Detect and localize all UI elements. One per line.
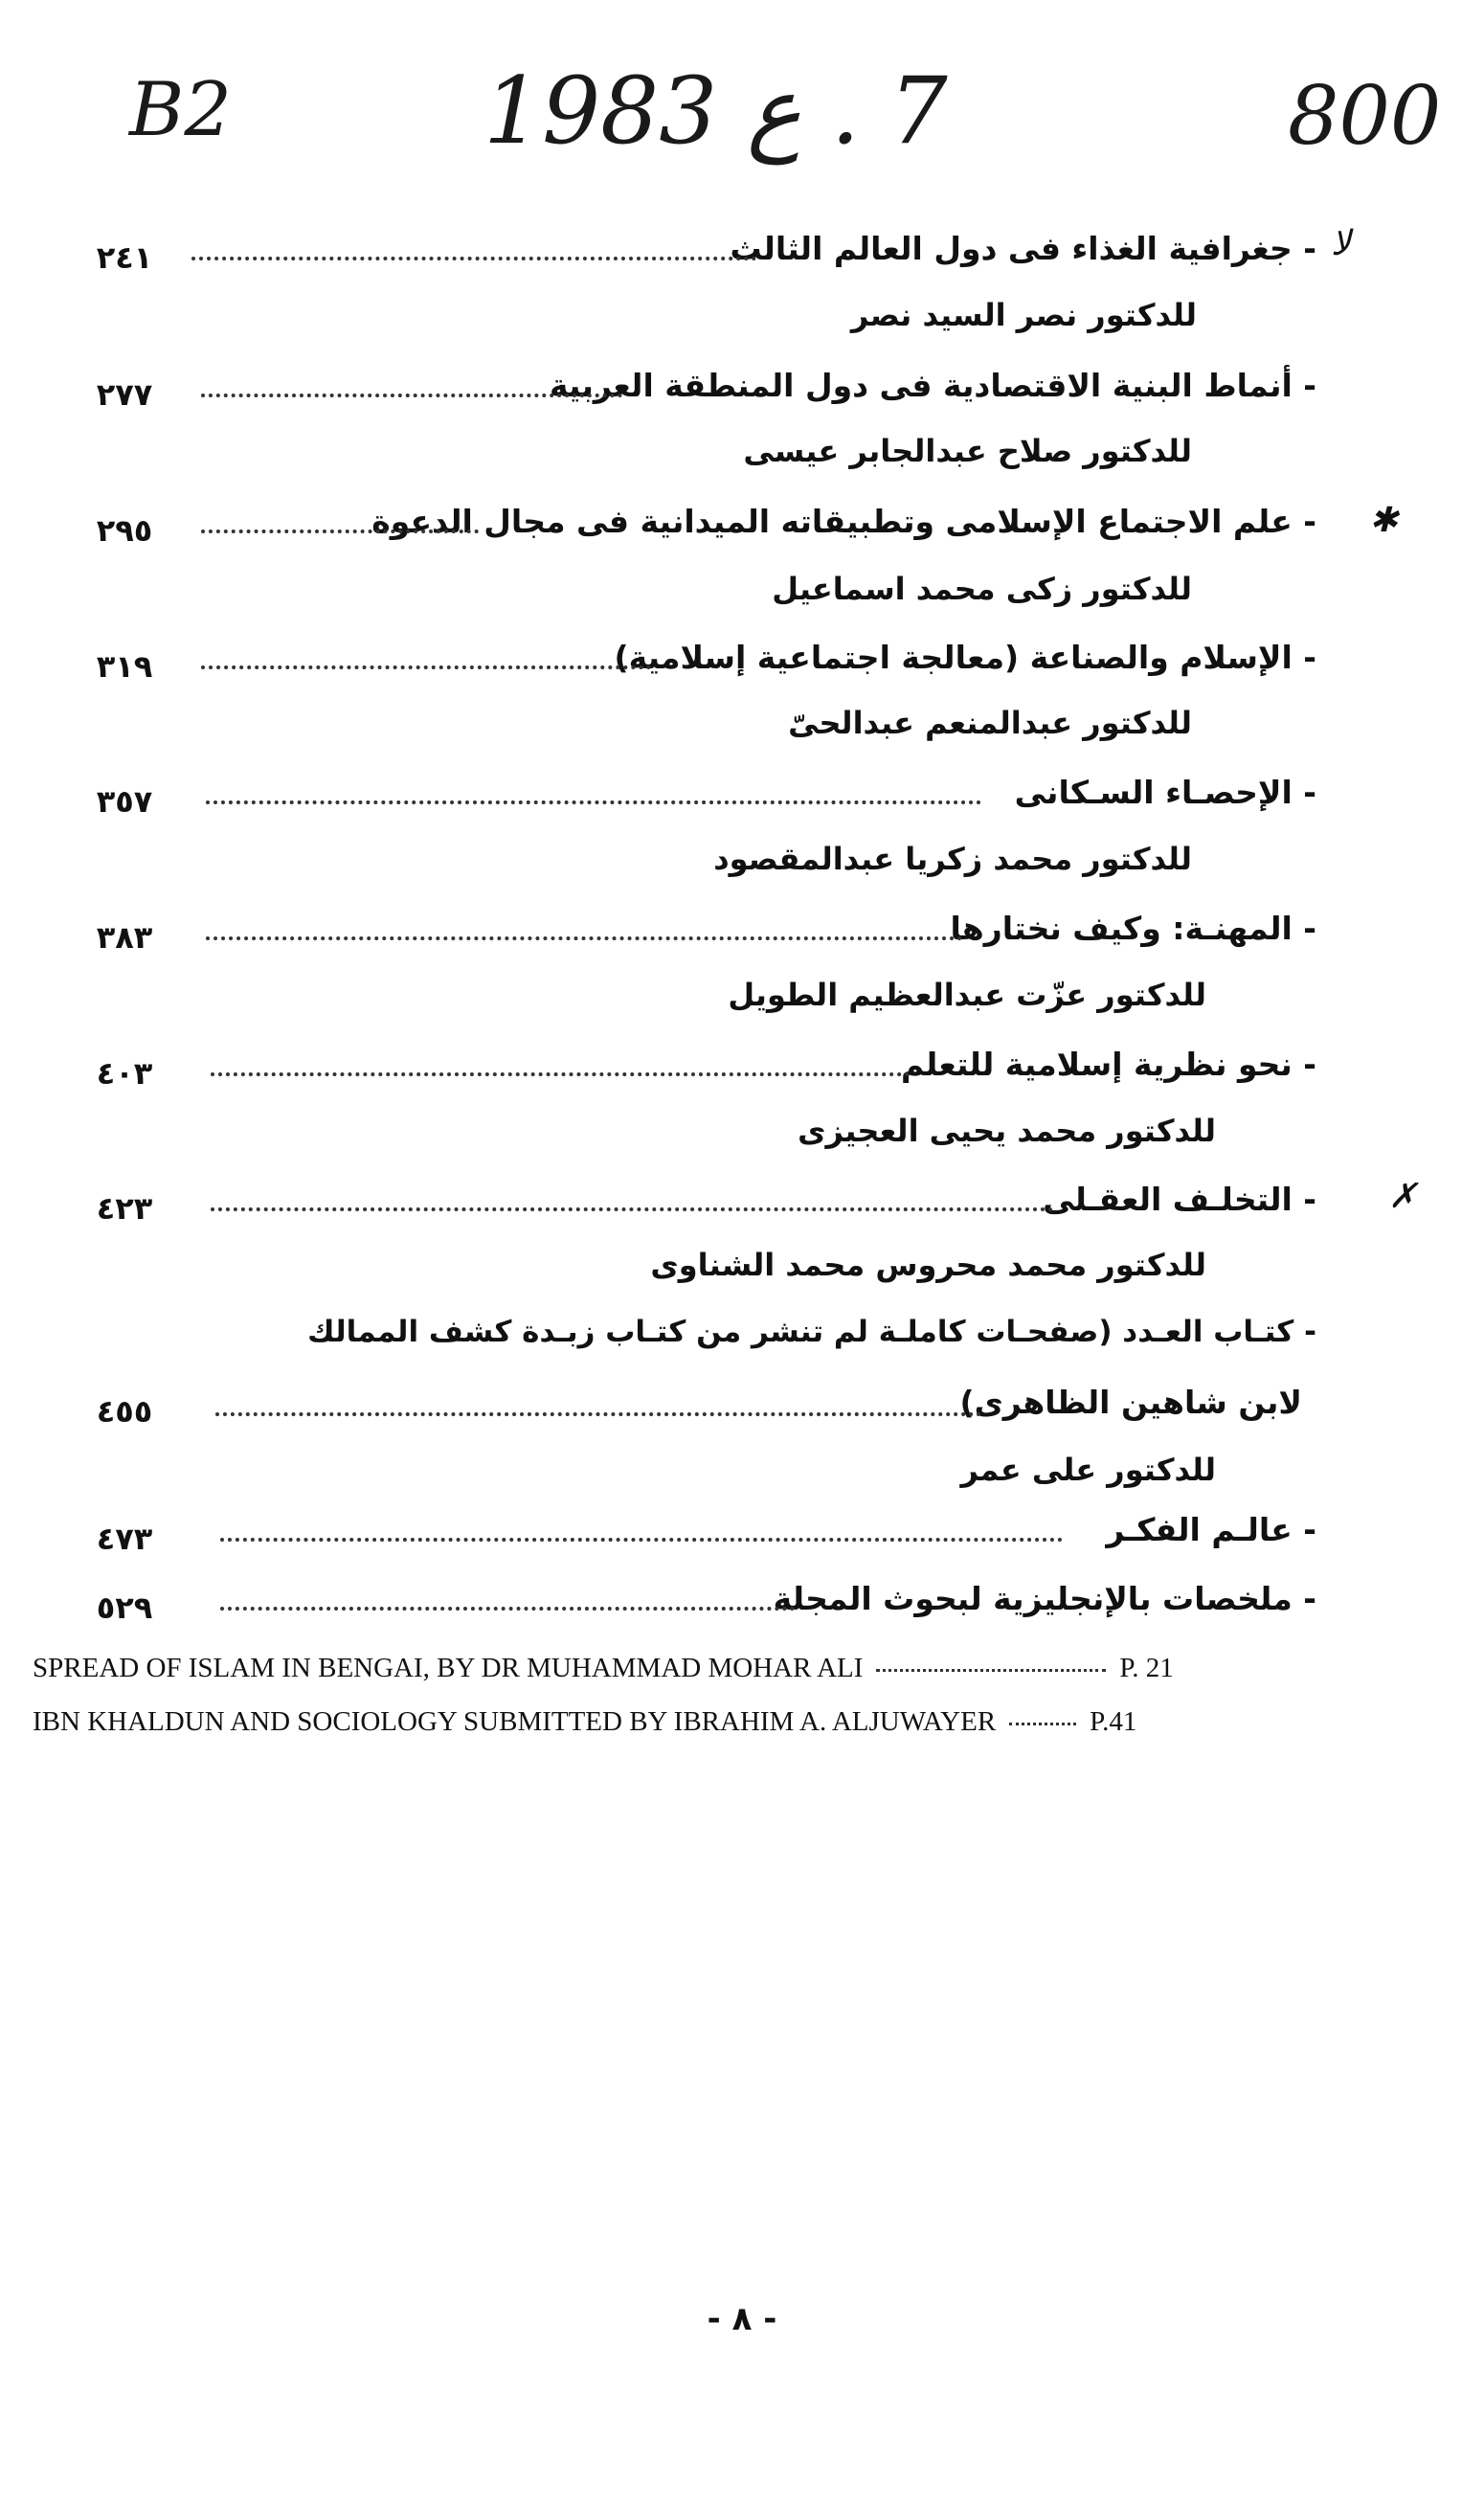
page-number: ٢٩٥ [96, 512, 153, 549]
handwritten-code: B2 [129, 67, 232, 153]
page-number: ٣٥٧ [96, 783, 153, 820]
english-entry [33, 1653, 1174, 1684]
page-number: ٤٧٣ [96, 1521, 153, 1557]
entry-title: - جغرافية الغذاء فى دول العالم الثالث [730, 230, 1316, 267]
entry-title: - كتـاب العـدد (صفحـات كاملـة لم تنشر من كتـاب زبـدة كشف الممالك [307, 1315, 1316, 1349]
check-mark-icon: ﻻ [1331, 224, 1351, 263]
entry-title: - نحو نظرية إسلامية للتعلم [900, 1046, 1316, 1083]
dot-leader [1009, 1723, 1076, 1725]
page-number: ٣٨٣ [96, 919, 153, 956]
dot-leader [201, 394, 622, 397]
entry-author: للدكتور زكى محمد اسماعيل [772, 571, 1192, 607]
toc-entry [0, 639, 1484, 725]
english-entry-title: IBN KHALDUN AND SOCIOLOGY SUBMITTED BY IBRAHIM A. ALJUWAYER [33, 1706, 997, 1737]
entry-title: - الإسلام والصناعة (معالجة اجتماعية إسلامية) [614, 639, 1316, 676]
entry-author: للدكتور صلاح عبدالجابر عيسى [743, 433, 1192, 469]
entry-title: - ملخصات بالإنجليزية لبحوث المجلة [773, 1580, 1316, 1617]
dot-leader [220, 1538, 1063, 1542]
english-entry-title: SPREAD OF ISLAM IN BENGAI, BY DR MUHAMMAD MOHAR ALI [33, 1653, 864, 1683]
dot-leader [191, 257, 756, 260]
entry-title: - عالـم الفكـر [1106, 1511, 1316, 1548]
dot-leader [215, 1412, 981, 1416]
entry-author: للدكتور محمد محروس محمد الشناوى [650, 1247, 1206, 1283]
page-number: ٢٤١ [96, 239, 153, 276]
dot-leader [876, 1669, 1106, 1672]
page-number: ٢٧٧ [96, 376, 153, 413]
page-folio: - ٨ - [707, 2300, 777, 2338]
page-number: ٤٢٣ [96, 1190, 153, 1227]
dot-leader [201, 530, 479, 533]
entry-author: للدكتور محمد يحيى العجيزى [798, 1113, 1216, 1149]
handwritten-date: 7 . ع 1983 [483, 57, 948, 165]
entry-author: للدكتور نصر السيد نصر [850, 297, 1197, 333]
page-number: ٤٠٣ [96, 1055, 153, 1092]
entry-author: للدكتور عزّت عبدالعظيم الطويل [728, 977, 1206, 1013]
toc-entry [0, 503, 1484, 589]
star-mark-icon: ✱ [1369, 501, 1399, 540]
entry-author: للدكتور على عمر [960, 1452, 1216, 1488]
entry-title: - التخلـف العقـلى [1043, 1181, 1316, 1218]
toc-entry [0, 367, 1484, 453]
entry-title-continued: لابن شاهين الظاهرى) [959, 1384, 1302, 1421]
page-number: ٥٢٩ [96, 1589, 153, 1626]
dot-leader [220, 1607, 795, 1611]
page-number: ٣١٩ [96, 648, 153, 685]
toc-entry [0, 1315, 1484, 1487]
entry-author: للدكتور عبدالمنعم عبدالحىّ [788, 705, 1192, 741]
page-number: ٤٥٥ [96, 1393, 153, 1430]
entry-author: للدكتور محمد زكريا عبدالمقصود [713, 841, 1192, 877]
dot-leader [206, 936, 962, 940]
entry-title: - علم الاجتماع الإسلامى وتطبيقاته الميدانية فى مجال الدعوة [371, 503, 1316, 540]
entry-title: - الإحصـاء السـكانى [1014, 774, 1316, 811]
dot-leader [206, 800, 981, 804]
toc-entry [0, 224, 1484, 316]
toc-entry [0, 1046, 1484, 1132]
english-entry-page: P. 21 [1119, 1653, 1174, 1683]
dot-leader [211, 1207, 1053, 1211]
cross-mark-icon: ✗ [1388, 1177, 1418, 1216]
english-entry [33, 1706, 1136, 1738]
entry-title: - أنماط البنية الاقتصادية فى دول المنطقة العربية [550, 367, 1316, 404]
handwritten-number: 800 [1288, 69, 1442, 163]
english-entry-page: P.41 [1090, 1706, 1137, 1737]
dot-leader [211, 1072, 910, 1076]
entry-title: - المهنـة: وكيف نختارها [950, 910, 1316, 947]
dot-leader [201, 665, 651, 669]
